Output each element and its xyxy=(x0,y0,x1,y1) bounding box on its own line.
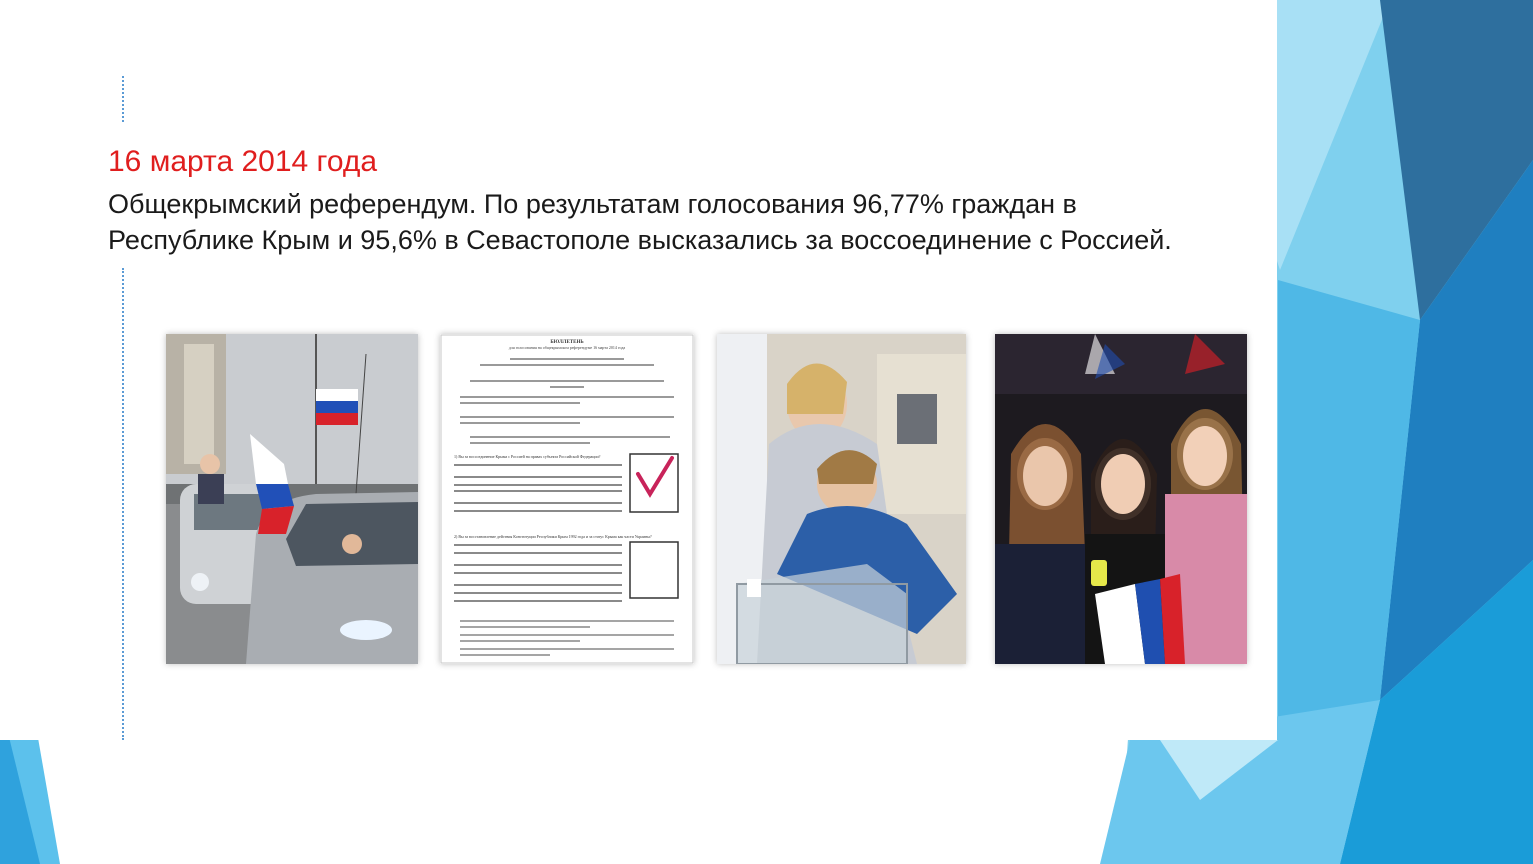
photo-celebrating-women xyxy=(995,334,1247,664)
photo-voting-at-ballot-box xyxy=(717,334,966,664)
slide-title: 16 марта 2014 года xyxy=(108,145,378,178)
photo-ballot xyxy=(440,334,694,664)
ballot-subheader: для голосования на общекрымском референдуме 16 марта 2014 года xyxy=(508,345,626,350)
dotted-divider-top xyxy=(122,76,124,122)
dotted-divider-bottom xyxy=(122,268,124,740)
slide-body-text: Общекрымский референдум. По результатам голосования 96,77% граждан в Республике Крым и 95,6% в Севастополе высказались за воссоединение с Россией. xyxy=(108,189,1172,255)
photo-cars-with-flags xyxy=(166,334,418,664)
ballot-question-2: 2) Вы за восстановление действия Конституции Республики Крым 1992 года и за статус Крыма как части Украины? xyxy=(454,534,652,539)
ballot-header: БЮЛЛЕТЕНЬ xyxy=(550,340,584,345)
ballot-question-1: 1) Вы за воссоединение Крыма с Россией на правах субъекта Российской Федерации? xyxy=(454,454,601,459)
